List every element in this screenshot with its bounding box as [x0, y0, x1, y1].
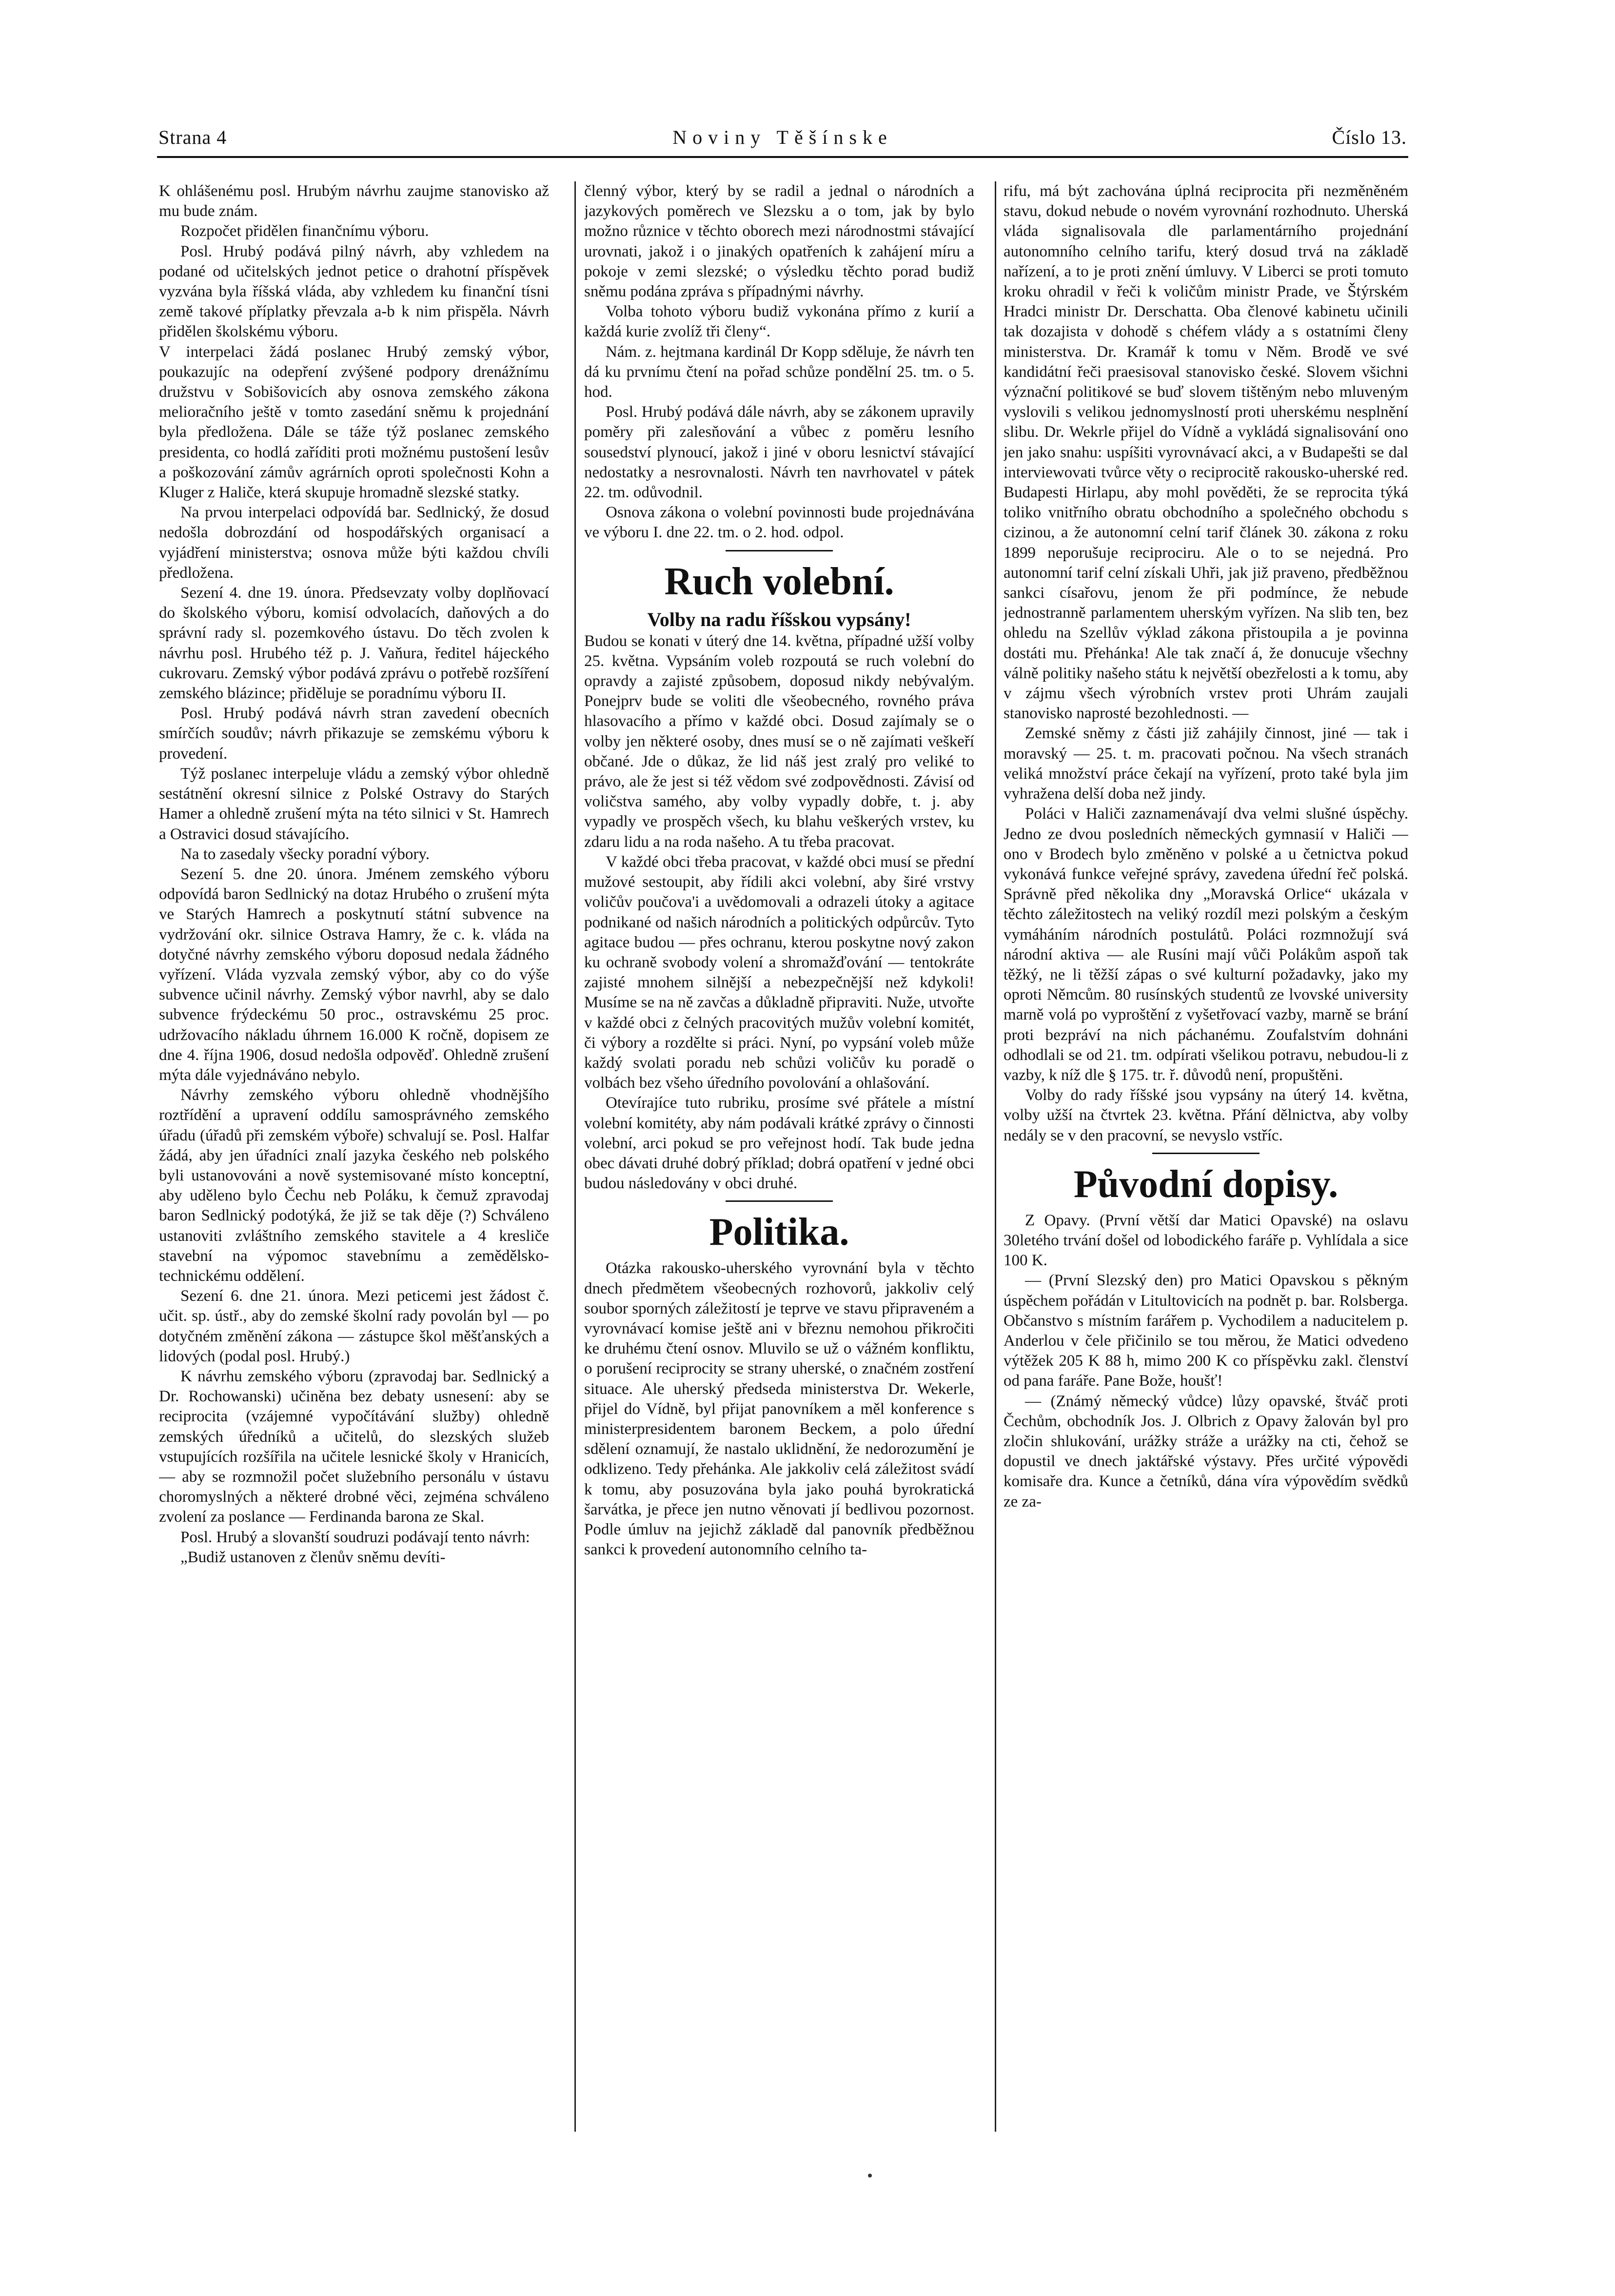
page-number: Strana 4	[158, 126, 227, 148]
paragraph: Návrhy zemského výboru ohledně vhodnějšího roztřídění a upravení oddílu samosprávného zemského úřadu (úřadů při zemském výboře) schvalují se. Posl. Halfar žádá, aby jen úřadníci znalí jazyka českého neb polského byli ustanovováni a nově systemisované místo konceptní, aby uděleno bylo Čechu neb Poláku, k čemuž zpravodaj baron Sedlnický podotýká, že již se tak děje (?) Schváleno ustanoviti zvláštního zemského stavitele a 4 kresliče stavební na výpomoc stavebnímu a zemědělsko-technickému oddělení.	[159, 1086, 549, 1285]
paragraph: — (Známý německý vůdce) lůzy opavské, štváč proti Čechům, obchodník Jos. J. Olbrich z Opavy žalován byl pro zločin shlukování, urážky stráže a urážky na cti, čehož se dopustil ve dnech jaktářské výstavy. Přes určité výpovědi komisaře dra. Kunce a četníků, dána víra výpovědím svědků ze za-	[1004, 1392, 1408, 1511]
paragraph: Otázka rakousko-uherského vyrovnání byla v těchto dnech předmětem všeobecných rozhovorů, jakkoliv celý soubor sporných záležitostí je teprve ve stavu připraveném a vyrovnávací komise ještě ani v březnu nemohou přikročiti ke druhému čtení osnov. Mluvilo se už o vážném konfliktu, o porušení reciprocity se strany uherské, o značném zostření situace. Ale uherský předseda ministerstva Dr. Wekerle, přijel do Vídně, byl přijat panovníkem a měl konference s ministerpresidentem baronem Beckem, a polo úřední sdělení oznamují, že nastalo uklidnění, že nedorozumění je odklizeno. Tedy přehánka. Ale jakkoliv celá záležitost svádí k tomu, aby posuzována byla jako pouhá byrokratická šarvátka, je přece jen nutno věnovati jí bedlivou pozornost. Podle úmluv na jejichž základě dal panovník předběžnou sankci k provedení autonomního celního ta-	[584, 1259, 974, 1559]
paragraph: Posl. Hrubý a slovanští soudruzi podávají tento návrh:	[180, 1528, 530, 1546]
paragraph: Osnova zákona o volební povinnosti bude projednávána ve výboru I. dne 22. tm. o 2. hod. odpol.	[584, 504, 974, 542]
session-paragraph: Sezení 4. dne 19. února. Předsevzaty volby doplňovací do školského výboru, komisí odvolacích, daňových a do správní rady sl. pozemkového ústavu. Do těch zvolen k návrhu posl. Hrubého též p. J. Vaňura, ředitel hájeckého cukrovaru. Zemský výbor podává zprávu o potřebě rozšíření zemského blázince; přiděluje se poradnímu výboru II.	[159, 584, 549, 703]
masthead-title: Noviny Těšínske	[672, 126, 893, 148]
paragraph: Budou se konati v úterý dne 14. května, případné užší volby 25. května. Vypsáním voleb rozpoutá se ruch volební do opravdy a zajisté způsobem, doposud nikdy nebývalým. Ponejprv bude se voliti dle všeobecného, rovného práva hlasovacího a přímo v každé obci. Dosud zajímaly se o volby jen některé osoby, dnes musí se o ně zajímati veškeří občané. Jde o důkaz, že lid náš jest zralý pro veliké to právo, ale že jest si též vědom své zodpovědnosti. Závisí od voličstva samého, aby volby vypadly dobře, t. j. aby vypadly ve prospěch všech, ku blahu veškerých vrstev, ku zdaru lidu a na roda našeho. A tu třeba pracovat.	[584, 632, 974, 851]
paragraph: Na to zasedaly všecky poradní výbory.	[180, 845, 430, 863]
paragraph: Zemské sněmy z části již zahájily činnost, jiné — tak i moravský — 25. t. m. pracovati počnou. Na všech stranách veliká množství práce čekají na vyřízení, proto také byla jim vyhražena delší doba než jindy.	[1004, 725, 1408, 803]
section-heading-puvodni-dopisy: Původní dopisy.	[1073, 1162, 1339, 1206]
paragraph: — (První Slezský den) pro Matici Opavskou s pěkným úspěchem pořádán v Litultovicích na podnět p. bar. Rolsberga. Občanstvo s místním farářem p. Vychodilem a naducitelem p. Anderlou v čele přičinilo se tou měrou, že Matici odvedeno výtěžek 205 K 88 h, mimo 200 K co příspěvku zakl. členství od pana faráře. Pane Bože, houšť!	[1004, 1272, 1408, 1390]
paragraph: Poláci v Haliči zaznamenávají dva velmi slušné úspěchy. Jedno ze dvou posledních německých gymnasií v Haliči — ono v Brodech bylo změněno v polské a u četnictva pokud vykonává funkce veřejné správy, zavedena úřední řeč polská. Správně před několika dny „Moravská Orlice“ ukázala v těchto záležitostech na veliký rozdíl mezi polským a českým vymáháním národních postulátů. Poláci rozmnožují svá národní aktiva — ale Rusíni mají vůči Polákům aspoň tak těžký, ne li těžší zápas o své kulturní požadavky, jako my oproti Němcům. 80 rusínských studentů ze lvovské university marně volá po vyproštění z vyšetřovací vazby, marně se brání proti bezpráví na nich páchanému. Zoufalstvím dohnáni odhodlali se od 21. tm. odpírati všelikou potravu, nebudou-li z vazby, k níž dle § 175. tr. ř. důvodů není, propuštěni.	[1004, 805, 1408, 1084]
paragraph: Nám. z. hejtmana kardinál Dr Kopp sděluje, že návrh ten dá ku prvnímu čtení na pořad schůze pondělní 25. tm. o 5. hod.	[584, 343, 974, 401]
session-paragraph: Sezení 6. dne 21. února. Mezi peticemi jest žádost č. učit. sp. ústř., aby do zemské školní rady povolán byl — po dotyčném změnění zákona — zástupce škol měšťanských a lidových (podal posl. Hrubý.)	[159, 1287, 549, 1365]
paragraph: Volba tohoto výboru budiž vykonána přímo z kurií a každá kurie zvolíž tři členy“.	[584, 303, 974, 341]
section-rule	[726, 550, 833, 551]
paragraph: Na prvou interpelaci odpovídá bar. Sedlnický, že dosud nedošla dobrozdání od hospodářských organisací a vyjádření ministerstva; osnova může býti každou chvíli předložena.	[159, 504, 549, 582]
section-heading-ruch-volebni: Ruch volební.	[664, 560, 894, 603]
session-paragraph: Sezení 5. dne 20. února. Jménem zemského výboru odpovídá baron Sedlnický na dotaz Hrubého o zrušení mýta ve Starých Hamrech a poskytnutí státní subvence na vydržování okr. silnice Ostrava Hamry, že c. k. vláda na dotyčné návrhy zemského výboru doposud nedala žádného vyřízení. Vláda vyzvala zemský výbor, aby co do výše subvence učinil návrhy. Zemský výbor navrhl, aby se dalo subvence frýdeckému 50 proc., ostravskému 25 proc. udržovacího nákladu úhrnem 16.000 K ročně, dopisem ze dne 4. října 1906, dosud nedošla odpověď. Ohledně zrušení mýta dále vyjednáváno nebylo.	[159, 865, 549, 1084]
section-rule	[1152, 1153, 1260, 1154]
section-subheading: Volby na radu říšskou vypsány!	[647, 608, 911, 630]
paragraph: Posl. Hrubý podává návrh stran zavedení obecních smírčích soudův; návrh přikazuje se zemskému výboru k provedení.	[159, 705, 549, 763]
paragraph: Z Opavy. (První větší dar Matici Opavské) na oslavu 30letého trvání došel od lobodického faráře p. Vyhlídala a sice 100 K.	[1004, 1211, 1408, 1270]
paragraph: členný výbor, který by se radil a jednal o národních a jazykových poměrech ve Slezsku a o tom, jak by bylo možno různice v těchto oborech mezi národnostmi stávající urovnati, jakož i o jinakých opatřeních k zahájení míru a pokoje v zemi slezské; o výsledku těchto porad budiž sněmu podána zpráva s případnými návrhy.	[584, 182, 974, 301]
paragraph: Volby do rady říšské jsou vypsány na úterý 14. května, volby užší na čtvrtek 23. května. Přání dělnictva, aby volby nedály se v den pracovní, se nevyslo vstříc.	[1004, 1086, 1408, 1144]
column-2	[584, 181, 974, 2258]
header-rule	[157, 156, 1408, 158]
paragraph: „Budiž ustanoven z členův sněmu devíti-	[180, 1548, 446, 1566]
paragraph: Otevírajíce tuto rubriku, prosíme své přátele a místní volební komitéty, aby nám podávali krátké zprávy o činnosti volební, arci pokud se pro veřejnost hodí. Tak bude jedna obec dávati druhé dobrý příklad; dobrá opatření v jedné obci budou následovány v obci druhé.	[584, 1094, 974, 1193]
column-1	[159, 181, 549, 2258]
paragraph: Posl. Hrubý podává dále návrh, aby se zákonem upravily poměry při zalesňování a vůbec z poměru lesního sousedství plynoucí, jakož i jiné v oboru lesnictví stávající nedostatky a nesrovnalosti. Návrh ten navrhovatel v pátek 22. tm. odůvodnil.	[584, 403, 974, 502]
page-header	[158, 126, 1407, 153]
paragraph: K ohlášenému posl. Hrubým návrhu zaujme stanovisko až mu bude znám.	[159, 182, 549, 220]
paragraph: Týž poslanec interpeluje vládu a zemský výbor ohledně sestátnění okresní silnice z Polské Ostravy do Starých Hamer a ohledně zrušení mýta na této silnici v St. Hamrech a Ostravici dosud stávajícího.	[159, 765, 549, 843]
paragraph: V interpelaci žádá poslanec Hrubý zemský výbor, poukazujíc na odepření zvýšené podpory drenážnímu družstvu v Sobišovicích aby osnova zemského zákona melioračního ještě v tomto zasedání sněmu k projednání byla předložena. Dále se táže týž poslanec zemského presidenta, co hodlá zaříditi proti možnému pustošení lesův a poškozování zámův agrárních oproti společnosti Kohn a Kluger z Haliče, která skupuje hromadně slezské statky.	[159, 343, 549, 502]
paragraph: K návrhu zemského výboru (zpravodaj bar. Sedlnický a Dr. Rochowanski) učiněna bez debaty usnesení: aby se reciprocita (vzájemné vypočítávání služby) ohledně zemských úředníků a učitelů, do slezských služeb vstupujících rozšířila na učitele lesnické školy v Hranicích, — aby se rozmnožil počet služebního personálu v ústavu choromyslných a některé drobné věci, zejména schváleno zvolení za poslance — Ferdinanda barona ze Skal.	[159, 1367, 549, 1526]
issue-number: Číslo 13.	[1332, 126, 1407, 148]
paragraph: Posl. Hrubý podává pilný návrh, aby vzhledem na podané od učitelských jednot petice o drahotní příspěvek vyzvána byla říšská vláda, aby vzhledem ku finanční tísni země takové příplatky převzala a-b k nim přispěla. Návrh přidělen školskému výboru.	[159, 242, 549, 341]
paragraph: Rozpočet přidělen finančnímu výboru.	[180, 222, 429, 240]
print-speck	[868, 2174, 872, 2178]
paragraph: V každé obci třeba pracovat, v každé obci musí se přední mužové sestoupit, aby řídili akci volební, aby širé vrstvy voličův poučova'i a uvědomovali a odrazeli útoky a agitace podnikané od našich národních a politických odpůrcův. Tyto agitace budou — přes ochranu, kterou poskytne nový zakon ku ochraně svobody volení a shromažďování — tentokráte zajisté mnohem silnější a nebezpečnější než kdykoli! Musíme se na ně zavčas a důkladně připraviti. Nuže, utvořte v každé obci z čelných pracovitých mužův volební komitét, či výbory a rozdělte si práci. Nyní, po vypsání voleb může každý svolati poradu neb schůzi voličův ku poradě o volbách bez všeho úředního povolování a ohlašování.	[584, 853, 974, 1092]
column-divider	[574, 181, 576, 2132]
column-3	[1004, 181, 1408, 2258]
paragraph: rifu, má být zachována úplná reciprocita při nezměněném stavu, dokud nebude o novém vyrovnání rozhodnuto. Uherská vláda signalisovala dle parlamentárního projednání autonomního celního tarifu, který dosud trvá na základě nařízení, a to je proti znění úmluvy. V Liberci se proti tomuto kroku ohradil v řeči k voličům ministr Prade, ve Štýrském Hradci ministr Dr. Derschatta. Oba členové kabinetu učinili tak dozajista v dohodě s chéfem vlády a s ostatními členy ministerstva. Dr. Kramář k tomu v Něm. Brodě ve své kandidátní řeči praesisoval stanovisko české. Slovem všichni význační politikové se buď slovem tištěným nebo mluveným vyslovili s velikou jednomyslností proti uherskému nesplnění slibu. Dr. Wekrle přijel do Vídně a vykládá signalisování ono jen jako snahu: uspíšiti vyrovnávací akci, a v Budapešti se dal interviewovati tvůrce věty o reciprocitě rakousko-uherské red. Budapesti Hirlapu, aby mohl pověděti, že se reprocita týká toliko vnitřního obratu obchodního a společného obchodu s cizinou, a že autonomní celní tarif článek 30. zákona z roku 1899 neporušuje reciprociru. Ale o to se nejedná. Pro autonomní tarif celní získali Uhři, jak již praveno, předběžnou sankci císařovu, jenom že při podmínce, že nebude jednostranně parlamentem uherským vyřízen. Na slib ten, bez ohledu na Szellův výklad zákona přistoupila a je povinna dostáti mu. Přehánka! Ale tak značí á, že donucuje všechny válně politiky našeho státu k největší obezřelosti a k tomu, aby v zájmu všech výrobních vrstev proti Uhrám zaujali stanovisko naprosté bezohlednosti. —	[1004, 182, 1408, 723]
section-heading-politika: Politika.	[709, 1211, 849, 1254]
section-rule	[726, 1200, 833, 1202]
column-divider	[995, 181, 996, 2132]
